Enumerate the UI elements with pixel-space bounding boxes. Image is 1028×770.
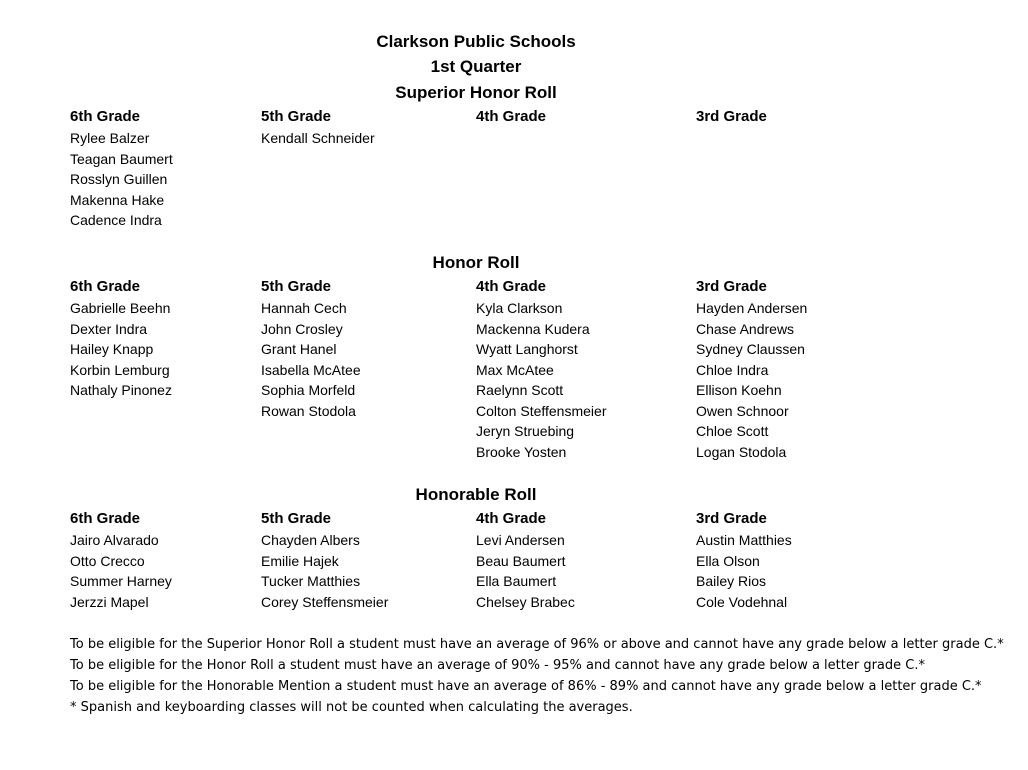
student-name: Corey Steffensmeier: [261, 593, 389, 610]
grade-heading: 4th Grade: [476, 108, 547, 125]
student-name: Cadence Indra: [70, 212, 162, 228]
section-title-honor-roll: Honor Roll: [432, 253, 520, 272]
student-list: [476, 530, 575, 612]
student-name: Hayden Andersen: [696, 300, 808, 316]
student-name: Jeryn Struebing: [476, 423, 575, 439]
grade-column: [476, 509, 575, 612]
student-name: Hailey Knapp: [70, 341, 154, 357]
grade-column: [261, 509, 388, 612]
student-name: Jairo Alvarado: [70, 532, 159, 548]
student-name: Kendall Schneider: [261, 130, 375, 146]
student-name: Isabella McAtee: [261, 361, 361, 378]
grade-heading: 4th Grade: [476, 278, 547, 295]
student-name: Ella Baumert: [476, 573, 557, 589]
student-name: Sydney Claussen: [696, 341, 805, 357]
grade-heading: 3rd Grade: [696, 278, 767, 295]
student-name: Rylee Balzer: [70, 130, 150, 146]
student-name: Summer Harney: [70, 573, 172, 589]
student-name: Bailey Rios: [696, 573, 767, 589]
grade-column: [696, 277, 807, 462]
student-name: Chelsey Brabec: [476, 593, 575, 610]
student-name: Gabrielle Beehn: [70, 300, 171, 316]
grade-heading: 5th Grade: [261, 278, 332, 295]
student-name: Kyla Clarkson: [476, 300, 563, 316]
student-name: Colton Steffensmeier: [476, 402, 607, 419]
student-name: Wyatt Langhorst: [476, 341, 578, 357]
grade-heading: 3rd Grade: [696, 510, 767, 527]
student-name: Rowan Stodola: [261, 402, 356, 419]
section-title-superior-honor-roll: Superior Honor Roll: [395, 83, 557, 102]
grade-column: [70, 107, 173, 231]
grade-heading: 5th Grade: [261, 510, 332, 527]
grade-column: [476, 107, 546, 128]
grade-column: [70, 509, 172, 612]
student-name: Chase Andrews: [696, 320, 795, 337]
grade-heading: 6th Grade: [70, 108, 141, 125]
student-name: Ellison Koehn: [696, 382, 782, 398]
school-name: Clarkson Public Schools: [376, 32, 576, 51]
student-name: Makenna Hake: [70, 191, 165, 208]
student-name: Levi Andersen: [476, 532, 565, 548]
student-name: Logan Stodola: [696, 443, 787, 460]
student-name: Mackenna Kudera: [476, 320, 590, 337]
student-name: Owen Schnoor: [696, 402, 789, 419]
grade-column: [696, 107, 767, 128]
student-name: Austin Matthies: [696, 532, 792, 548]
grade-column: [70, 277, 172, 401]
quarter-title: 1st Quarter: [430, 57, 522, 76]
student-name: Cole Vodehnal: [696, 593, 788, 610]
student-name: Brooke Yosten: [476, 443, 567, 460]
student-list: [70, 298, 172, 401]
student-name: Max McAtee: [476, 361, 554, 378]
grade-heading: 6th Grade: [70, 278, 141, 295]
footnote-honor-roll: To be eligible for the Honor Roll a student must have an average of 90% - 95% and cannot have any grade below a letter grade C.*: [70, 658, 925, 673]
student-list: [261, 128, 375, 149]
student-name: Beau Baumert: [476, 552, 566, 569]
footnote-honorable-mention: To be eligible for the Honorable Mention a student must have an average of 86% - 89% and cannot have any grade below a letter grade C.*: [70, 679, 982, 694]
student-list: [696, 298, 807, 462]
student-list: [70, 128, 173, 231]
student-list: [261, 530, 388, 612]
student-name: Nathaly Pinonez: [70, 382, 172, 398]
student-name: Chloe Scott: [696, 423, 769, 439]
student-name: Raelynn Scott: [476, 382, 564, 398]
footnote-superior-honor-roll: To be eligible for the Superior Honor Roll a student must have an average of 96% or above and cannot have any grade below a letter grade C.*: [70, 637, 1004, 652]
grade-heading: 4th Grade: [476, 510, 547, 527]
student-list: [696, 530, 792, 612]
student-name: Grant Hanel: [261, 341, 337, 357]
student-name: Otto Crecco: [70, 552, 145, 569]
student-list: [476, 298, 606, 462]
student-name: Tucker Matthies: [261, 573, 361, 589]
student-list: [261, 298, 361, 421]
student-name: Rosslyn Guillen: [70, 171, 168, 187]
grade-column: [261, 277, 361, 421]
student-name: Dexter Indra: [70, 320, 148, 337]
student-name: Teagan Baumert: [70, 150, 173, 167]
grade-heading: 3rd Grade: [696, 108, 767, 125]
student-list: [70, 530, 172, 612]
grade-column: [261, 107, 375, 149]
section-title-honorable-roll: Honorable Roll: [415, 485, 537, 504]
student-name: Jerzzi Mapel: [70, 593, 149, 610]
student-name: Korbin Lemburg: [70, 361, 170, 378]
grade-column: [476, 277, 606, 462]
student-name: John Crosley: [261, 320, 343, 337]
eligibility-notes: [70, 634, 1020, 718]
student-name: Chloe Indra: [696, 361, 769, 378]
student-name: Emilie Hajek: [261, 552, 339, 569]
student-name: Ella Olson: [696, 552, 760, 569]
student-name: Chayden Albers: [261, 532, 360, 548]
footnote-excluded-classes: * Spanish and keyboarding classes will not be counted when calculating the averages.: [70, 700, 633, 715]
student-name: Sophia Morfeld: [261, 382, 356, 398]
student-name: Hannah Cech: [261, 300, 347, 316]
grade-heading: 6th Grade: [70, 510, 141, 527]
grade-column: [696, 509, 792, 612]
grade-heading: 5th Grade: [261, 108, 332, 125]
